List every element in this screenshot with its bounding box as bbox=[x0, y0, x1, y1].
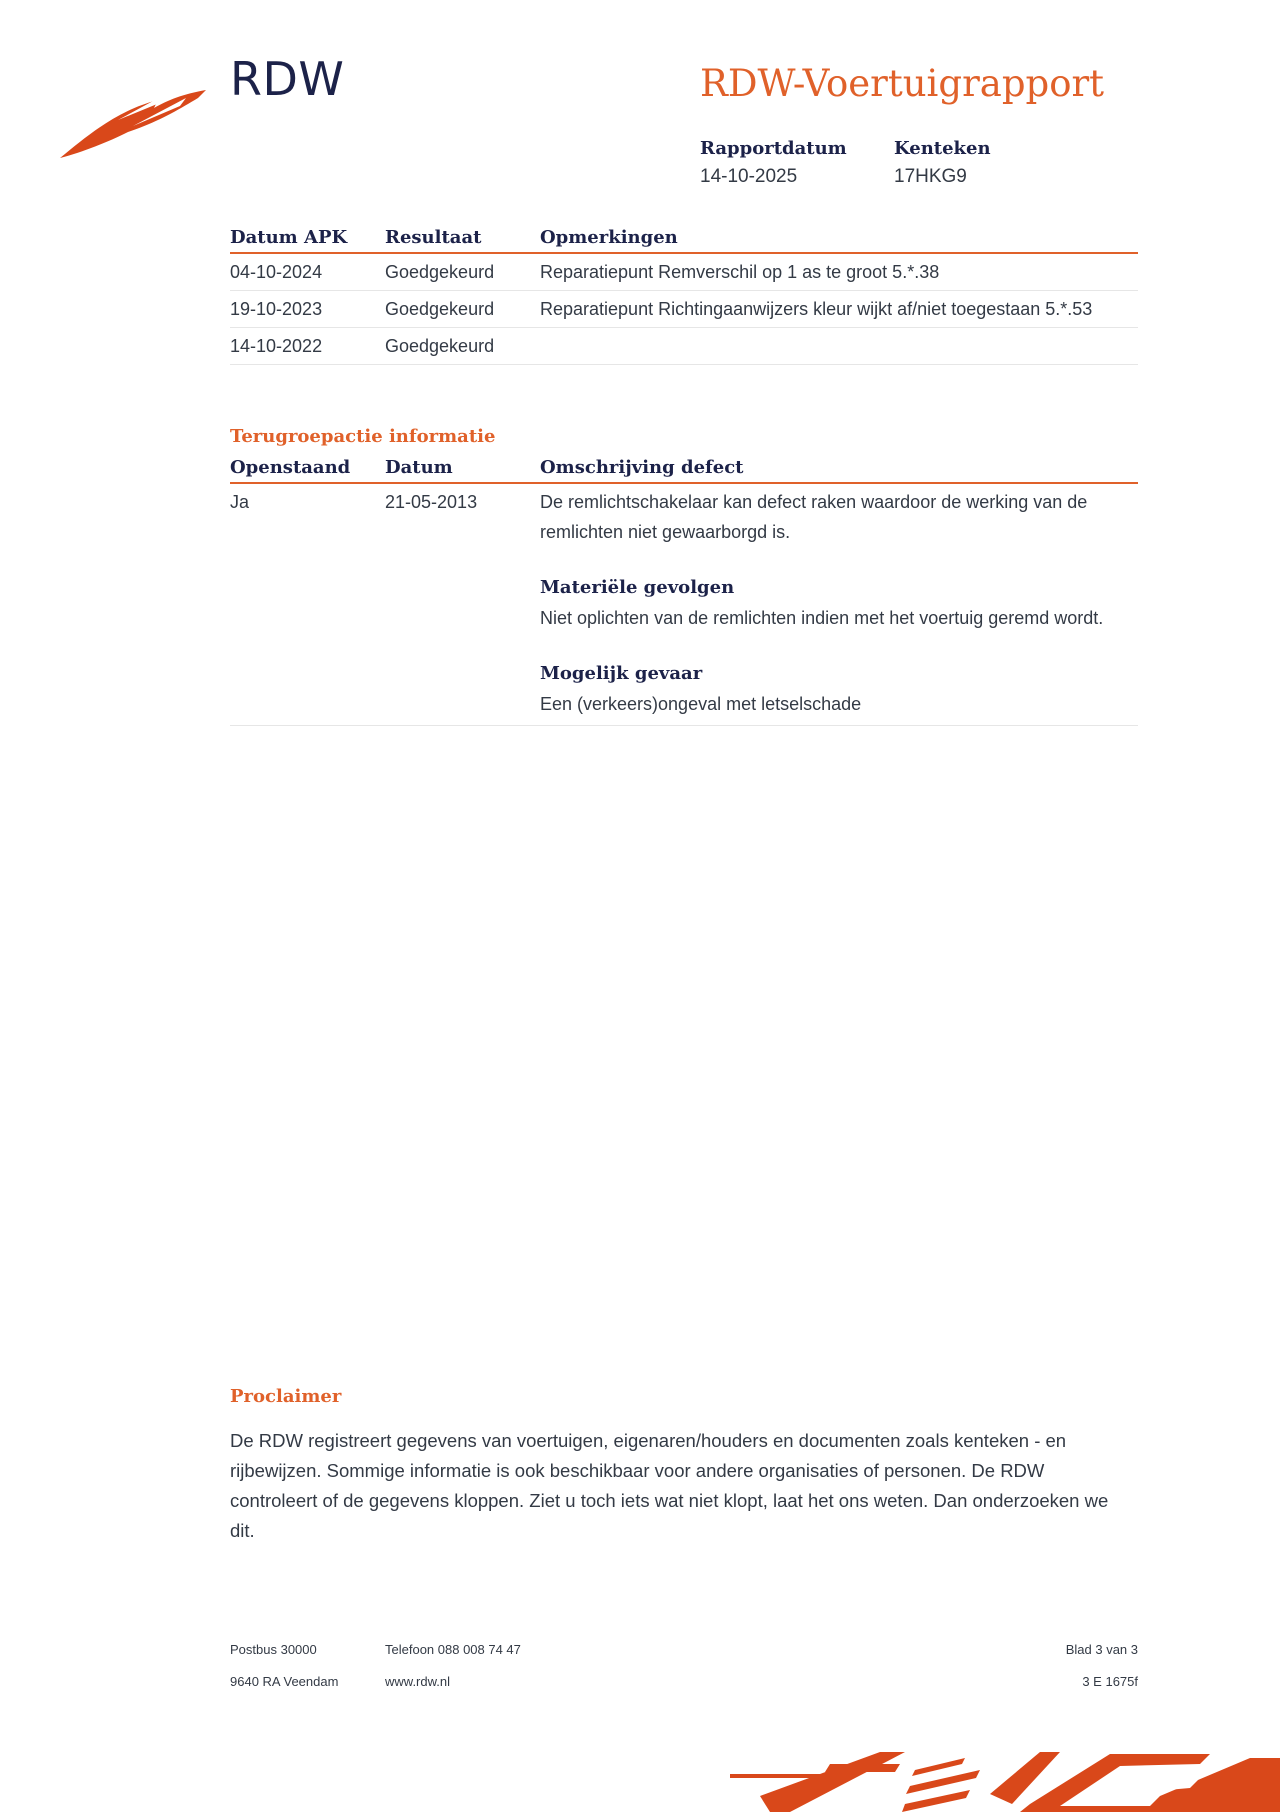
apk-opmerking bbox=[540, 328, 1138, 365]
footer-code: 3 E 1675f bbox=[1082, 1674, 1138, 1689]
apk-header-opmerkingen: Opmerkingen bbox=[540, 222, 1138, 253]
recall-header-openstaand: Openstaand bbox=[230, 452, 385, 483]
logo-wordmark: RDW bbox=[230, 52, 345, 106]
apk-resultaat: Goedgekeurd bbox=[385, 253, 540, 291]
apk-header-resultaat: Resultaat bbox=[385, 222, 540, 253]
kenteken-value: 17HKG9 bbox=[894, 166, 967, 187]
footer-telefoon: Telefoon 088 008 74 47 bbox=[385, 1642, 521, 1657]
apk-table bbox=[230, 222, 1138, 365]
apk-header-datum: Datum APK bbox=[230, 222, 385, 253]
recall-header-omschrijving: Omschrijving defect bbox=[540, 452, 1138, 483]
apk-datum: 19-10-2023 bbox=[230, 291, 385, 328]
footer-page-number: Blad 3 van 3 bbox=[1065, 1642, 1138, 1657]
table-row bbox=[230, 291, 1138, 328]
mogelijk-gevaar-label: Mogelijk gevaar bbox=[540, 663, 703, 684]
rapportdatum-label: Rapportdatum bbox=[700, 138, 847, 159]
rdw-logo-icon bbox=[58, 80, 208, 160]
decorative-stripes-icon bbox=[730, 1744, 1280, 1812]
recall-omschrijving: De remlichtschakelaar kan defect raken waardoor de werking van de remlichten niet gewaarborgd is. bbox=[540, 492, 1088, 542]
kenteken-label: Kenteken bbox=[894, 138, 991, 159]
recall-details bbox=[540, 483, 1138, 726]
page-title: RDW-Voertuigrapport bbox=[700, 62, 1105, 105]
table-row bbox=[230, 253, 1138, 291]
apk-header-row bbox=[230, 222, 1138, 253]
materiele-gevolgen-text: Niet oplichten van de remlichten indien met het voertuig geremd wordt. bbox=[540, 608, 1104, 628]
apk-opmerking: Reparatiepunt Richtingaanwijzers kleur wijkt af/niet toegestaan 5.*.53 bbox=[540, 291, 1138, 328]
table-row bbox=[230, 483, 1138, 726]
proclaimer-text: De RDW registreert gegevens van voertuigen, eigenaren/houders en documenten zoals kenteken - en rijbewijzen. Sommige informatie is ook beschikbaar voor andere organisaties of personen. De RDW controleert of de gegevens kloppen. Ziet u toch iets wat niet klopt, laat het ons weten. Dan onderzoeken we dit. bbox=[230, 1430, 1109, 1541]
proclaimer-title: Proclaimer bbox=[230, 1386, 342, 1407]
apk-opmerking: Reparatiepunt Remverschil op 1 as te groot 5.*.38 bbox=[540, 253, 1138, 291]
apk-resultaat: Goedgekeurd bbox=[385, 291, 540, 328]
recall-datum: 21-05-2013 bbox=[385, 483, 540, 726]
mogelijk-gevaar-text: Een (verkeers)ongeval met letselschade bbox=[540, 694, 862, 714]
apk-resultaat: Goedgekeurd bbox=[385, 328, 540, 365]
recall-section-title: Terugroepactie informatie bbox=[230, 426, 496, 447]
rapportdatum-value: 14-10-2025 bbox=[700, 166, 798, 187]
recall-table bbox=[230, 452, 1138, 726]
apk-datum: 14-10-2022 bbox=[230, 328, 385, 365]
footer-plaats: 9640 RA Veendam bbox=[230, 1674, 339, 1689]
footer-postbus: Postbus 30000 bbox=[230, 1642, 317, 1657]
table-row bbox=[230, 328, 1138, 365]
apk-datum: 04-10-2024 bbox=[230, 253, 385, 291]
materiele-gevolgen-label: Materiële gevolgen bbox=[540, 577, 735, 598]
recall-header-row bbox=[230, 452, 1138, 483]
recall-header-datum: Datum bbox=[385, 452, 540, 483]
footer-website: www.rdw.nl bbox=[385, 1674, 451, 1689]
recall-openstaand: Ja bbox=[230, 483, 385, 726]
